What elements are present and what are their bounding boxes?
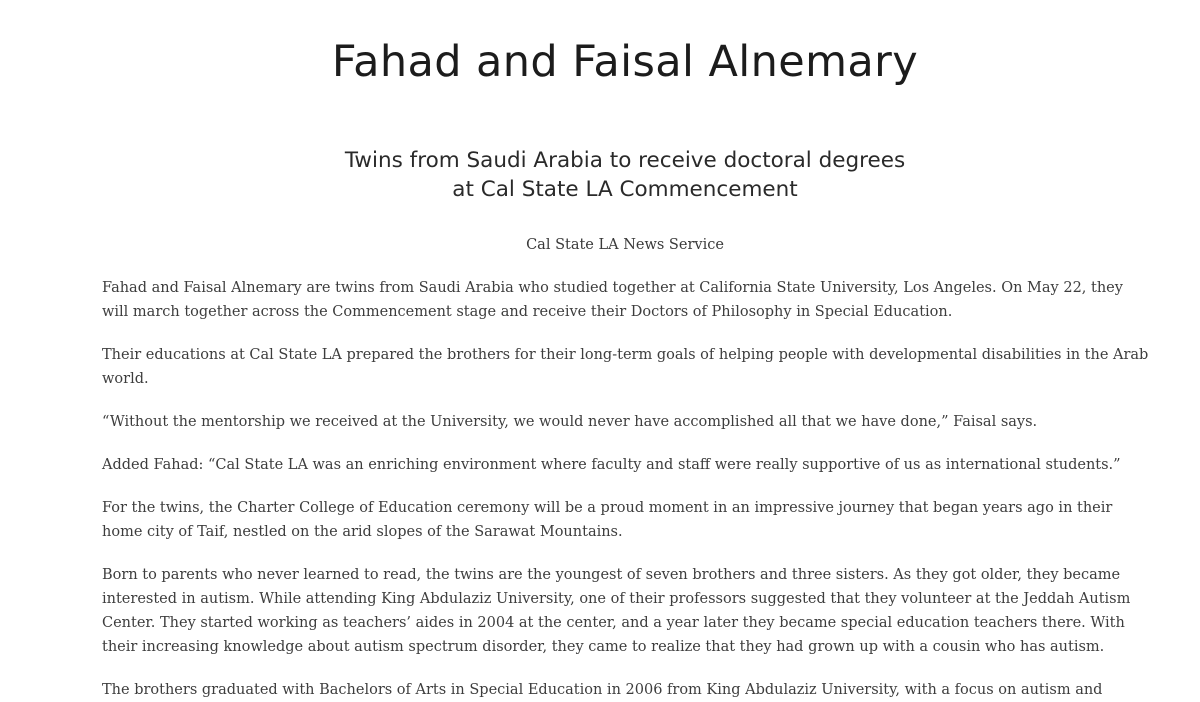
subtitle-line-1: Twins from Saudi Arabia to receive doctoral degrees	[344, 148, 906, 173]
paragraph: Their educations at Cal State LA prepared the brothers for their long-term goals of helping people with developmental disabilities in the Arab world.	[102, 347, 1149, 387]
subtitle-line-2: at Cal State LA Commencement	[452, 177, 798, 202]
article-body	[102, 276, 1152, 702]
paragraph: The brothers graduated with Bachelors of Arts in Special Education in 2006 from King Abdulaziz University, with a focus on autism and	[102, 682, 1103, 698]
paragraph: For the twins, the Charter College of Education ceremony will be a proud moment in an impressive journey that began years ago in their home city of Taif, nestled on the arid slopes of the Sarawat Mountains.	[102, 500, 1113, 540]
paragraph: Fahad and Faisal Alnemary are twins from Saudi Arabia who studied together at California State University, Los Angeles. On May 22, they will march together across the Commencement stage and receive their Doctors of Philosophy in Special Education.	[102, 280, 1123, 320]
paragraph: Added Fahad: “Cal State LA was an enriching environment where faculty and staff were really supportive of us as international students.”	[102, 457, 1121, 473]
paragraph: Born to parents who never learned to read, the twins are the youngest of seven brothers and three sisters. As they got older, they became interested in autism. While attending King Abdulaziz University, one of their professors suggested that they volunteer at the Jeddah Autism Center. They started working as teachers’ aides in 2004 at the center, and a year later they became special education teachers there. With their increasing knowledge about autism spectrum disorder, they came to realize that they had grown up with a cousin who has autism.	[102, 567, 1131, 655]
byline: Cal State LA News Service	[526, 237, 724, 253]
paragraph: “Without the mentorship we received at the University, we would never have accomplished all that we have done,” Faisal says.	[102, 414, 1038, 430]
page-title: Fahad and Faisal Alnemary	[331, 37, 919, 87]
article-subtitle	[0, 146, 1200, 204]
